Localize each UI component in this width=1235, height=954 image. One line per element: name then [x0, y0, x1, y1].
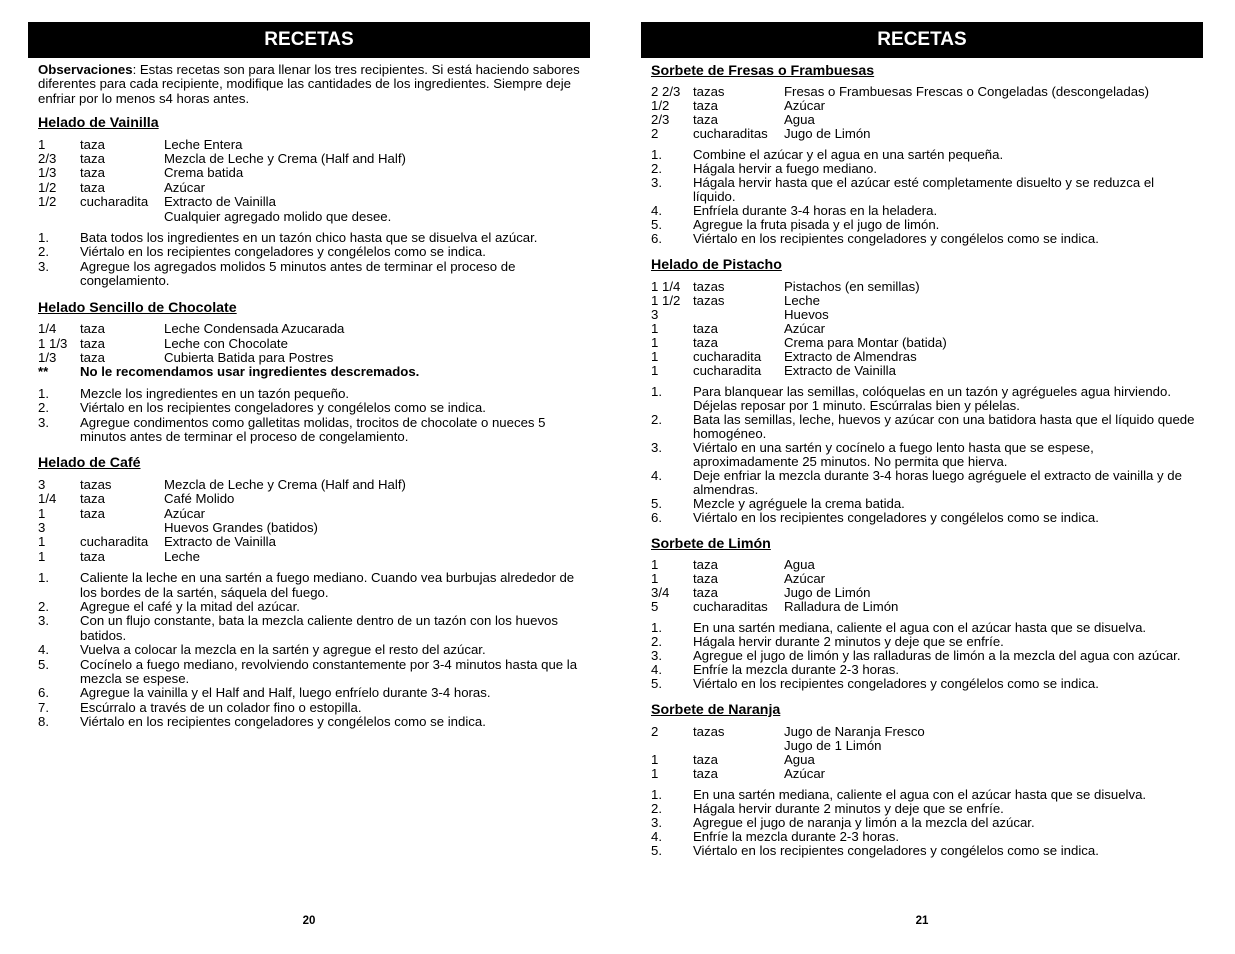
step-item [38, 614, 586, 643]
ingredient-quantity: 1 [651, 557, 659, 573]
ingredient-row [38, 210, 586, 224]
ingredient-row [651, 308, 1199, 322]
ingredient-row [651, 753, 1199, 767]
ingredient-name: Azúcar [164, 179, 206, 195]
ingredient-quantity: 1 [38, 548, 46, 564]
step-item [651, 469, 1199, 497]
step-item [38, 715, 586, 729]
ingredient-quantity: 1/2 [651, 98, 670, 114]
ingredient-name: Fresas o Frambuesas Frescas o Congeladas (descongeladas) [784, 84, 1150, 100]
step-list [651, 385, 1199, 525]
step-number: 1. [38, 385, 49, 401]
recipe-title: Helado de Pistacho [651, 257, 782, 274]
right-recipes [651, 64, 1199, 858]
ingredient-row [651, 586, 1199, 600]
ingredient-quantity: 3 [38, 476, 46, 492]
ingredient-list [651, 280, 1199, 378]
ingredient-name: Extracto de Almendras [784, 348, 917, 364]
ingredient-name: Café Molido [164, 491, 235, 507]
ingredient-name: Leche con Chocolate [164, 335, 288, 351]
step-item [651, 385, 1199, 413]
ingredient-unit [80, 210, 164, 224]
ingredient-quantity: 1 1/4 [651, 278, 681, 294]
step-item [651, 816, 1199, 830]
step-item [651, 176, 1199, 204]
step-text: En una sartén mediana, caliente el agua con el azúcar hasta que se disuelva. [693, 786, 1147, 802]
ingredient-quantity: 1/4 [38, 321, 57, 337]
step-number: 4. [651, 828, 662, 844]
step-text: Con un flujo constante, bata la mezcla caliente dentro de un tazón con los huevos batidos. [80, 613, 558, 643]
step-text: Bata las semillas, leche, huevos y azúcar con una batidora hasta que el líquido quede homogéneo. [693, 411, 1195, 441]
ingredient-unit: taza [80, 335, 105, 351]
step-text: Escúrralo a través de un colador fino o estopilla. [80, 699, 362, 715]
step-number: 4. [651, 467, 662, 483]
step-text: Viértalo en los recipientes congeladores y congélelos como se indica. [693, 842, 1099, 858]
page-number: 20 [302, 915, 316, 927]
ingredient-unit: taza [693, 98, 718, 114]
ingredient-quantity: 1 [651, 362, 659, 378]
ingredient-row [38, 535, 586, 549]
step-item [38, 571, 586, 600]
step-item [38, 686, 586, 700]
step-item [38, 416, 586, 445]
recipe-title: Helado de Café [38, 455, 141, 472]
recipe-title: Helado Sencillo de Chocolate [38, 299, 237, 316]
ingredient-unit: taza [80, 321, 105, 337]
ingredient-row [651, 99, 1199, 113]
step-number: 1. [38, 230, 49, 246]
recipe-section [38, 301, 586, 445]
ingredient-row [651, 113, 1199, 127]
ingredient-quantity: 1 [651, 765, 659, 781]
step-text: Hágala hervir a fuego mediano. [693, 161, 878, 177]
step-item [651, 844, 1199, 858]
ingredient-name: Mezcla de Leche y Crema (Half and Half) [164, 476, 406, 492]
ingredient-quantity: 1 [38, 136, 46, 152]
step-item [651, 148, 1199, 162]
step-item [651, 441, 1199, 469]
ingredient-row [38, 521, 586, 535]
ingredient-name: Huevos Grandes (batidos) [164, 519, 318, 535]
step-text: Enfríe la mezcla durante 2-3 horas. [693, 662, 899, 678]
ingredient-row [38, 492, 586, 506]
step-number: 3. [651, 175, 662, 191]
step-item [651, 204, 1199, 218]
recipe-title: Sorbete de Naranja [651, 702, 781, 719]
ingredient-row [651, 558, 1199, 572]
step-text: Vuelva a colocar la mezcla en la sartén y agregue el resto del azúcar. [80, 642, 486, 658]
ingredient-row [38, 478, 586, 492]
step-number: 3. [38, 414, 49, 430]
ingredient-unit [693, 739, 784, 753]
page-number: 21 [915, 915, 929, 927]
step-item [38, 387, 586, 401]
ingredient-note [38, 365, 586, 379]
ingredient-unit: taza [693, 334, 718, 350]
ingredient-name: Cubierta Batida para Postres [164, 349, 334, 365]
step-text: Agregue la vainilla y el Half and Half, luego enfríelo durante 3-4 horas. [80, 685, 491, 701]
ingredient-row [651, 280, 1199, 294]
step-number: 4. [651, 203, 662, 219]
step-text: Agregue los agregados molidos 5 minutos antes de terminar el proceso de congelamiento. [80, 258, 516, 289]
step-item [38, 245, 586, 259]
ingredient-unit: tazas [693, 292, 725, 308]
page-header: RECETAS [641, 22, 1203, 58]
step-item [651, 663, 1199, 677]
step-number: 4. [651, 662, 662, 678]
ingredient-row [38, 322, 586, 336]
ingredient-row [38, 152, 586, 166]
recipe-title: Helado de Vainilla [38, 115, 159, 132]
ingredient-quantity: 1 1/2 [651, 292, 681, 308]
recipe-section [38, 116, 586, 288]
recipe-section [38, 456, 586, 729]
step-item [651, 830, 1199, 844]
step-text: Para blanquear las semillas, colóquelas en un tazón y agrégueles agua hirviendo. Déjelas reposar por 1 minuto. Escúrralas bien y pélelas. [693, 383, 1171, 413]
step-text: Bata todos los ingredientes en un tazón chico hasta que se disuelva el azúcar. [80, 230, 538, 246]
step-number: 2. [651, 161, 662, 177]
step-item [38, 260, 586, 289]
ingredient-row [651, 127, 1199, 141]
step-number: 6. [651, 509, 662, 525]
page-header: RECETAS [28, 22, 590, 58]
step-text: Caliente la leche en una sartén a fuego mediano. Cuando vea burbujas alrededor de los bordes de la sartén, sáquela del fuego. [80, 570, 575, 600]
step-number: 1. [651, 620, 662, 636]
ingredient-quantity: 1 [651, 334, 659, 350]
ingredient-row [651, 294, 1199, 308]
step-list [38, 231, 586, 289]
step-item [651, 788, 1199, 802]
ingredient-row [651, 572, 1199, 586]
recipe-title: Sorbete de Limón [651, 535, 771, 552]
step-text: Viértalo en los recipientes congeladores y congélelos como se indica. [80, 714, 486, 730]
step-number: 5. [38, 656, 49, 672]
step-list [38, 387, 586, 445]
ingredient-row [651, 600, 1199, 614]
step-item [38, 231, 586, 245]
step-number: 3. [38, 258, 49, 274]
step-item [651, 621, 1199, 635]
ingredient-row [38, 337, 586, 351]
ingredient-quantity: 5 [651, 599, 659, 615]
ingredient-quantity: 1/3 [38, 349, 57, 365]
ingredient-row [651, 725, 1199, 739]
step-number: 5. [651, 217, 662, 233]
ingredient-name: Jugo de Naranja Fresco [784, 723, 925, 739]
ingredient-list [38, 138, 586, 224]
ingredient-unit: taza [693, 765, 718, 781]
ingredient-name: Jugo de 1 Limón [784, 737, 882, 753]
step-number: 6. [38, 685, 49, 701]
ingredient-quantity: 3 [651, 306, 659, 322]
ingredient-quantity: 1 [651, 320, 659, 336]
ingredient-row [38, 181, 586, 195]
step-number: 2. [38, 400, 49, 416]
ingredient-quantity: 1/2 [38, 194, 57, 210]
ingredient-unit: taza [693, 585, 718, 601]
ingredient-unit: taza [693, 112, 718, 128]
ingredient-name: Jugo de Limón [784, 126, 871, 142]
ingredient-quantity: 2/3 [651, 112, 670, 128]
ingredient-unit: cucharadita [80, 534, 149, 550]
step-item [651, 649, 1199, 663]
ingredient-quantity: 1/3 [38, 165, 57, 181]
ingredient-name: Ralladura de Limón [784, 599, 899, 615]
ingredient-list [651, 725, 1199, 781]
step-text: Agregue el café y la mitad del azúcar. [80, 599, 300, 614]
ingredient-unit [80, 521, 164, 535]
step-item [651, 511, 1199, 525]
step-list [651, 148, 1199, 246]
ingredient-name: Crema para Montar (batida) [784, 334, 947, 350]
ingredient-unit: taza [693, 320, 718, 336]
ingredient-name: Extracto de Vainilla [164, 194, 276, 210]
ingredient-row [651, 85, 1199, 99]
step-number: 1. [38, 570, 49, 586]
ingredient-quantity: 1/2 [38, 179, 57, 195]
ingredient-unit [693, 308, 784, 322]
ingredient-unit: cucharadita [80, 194, 149, 210]
ingredient-unit: tazas [693, 278, 725, 294]
step-number: 5. [651, 676, 662, 692]
step-text: Enfríela durante 3-4 horas en la heladera. [693, 203, 938, 219]
ingredient-name: Cualquier agregado molido que desee. [164, 208, 392, 224]
step-number: 2. [38, 599, 49, 614]
ingredient-name: Azúcar [784, 320, 826, 336]
step-number: 1. [651, 786, 662, 802]
ingredient-name: Mezcla de Leche y Crema (Half and Half) [164, 151, 406, 167]
step-item [38, 658, 586, 687]
recipe-title: Sorbete de Fresas o Frambuesas [651, 63, 875, 79]
step-number: 8. [38, 714, 49, 730]
ingredient-name: Extracto de Vainilla [164, 534, 276, 550]
step-text: Combine el azúcar y el agua en una sartén pequeña. [693, 147, 1004, 163]
ingredient-quantity [651, 739, 693, 753]
ingredient-quantity: 2/3 [38, 151, 57, 167]
step-item [651, 218, 1199, 232]
ingredient-list [38, 322, 586, 380]
ingredient-unit: taza [80, 548, 105, 564]
ingredient-unit: cucharaditas [693, 599, 768, 615]
step-item [651, 802, 1199, 816]
step-number: 2. [651, 411, 662, 427]
observations-text: : Estas recetas son para llenar los tres recipientes. Si está haciendo sabores diferentes para cada recipiente, modifique las cantidades de los ingredientes. Siempre deje enfriar por lo menos s4 horas antes. [38, 62, 580, 106]
step-list [651, 621, 1199, 691]
ingredient-unit: taza [80, 136, 105, 152]
step-item [651, 413, 1199, 441]
ingredient-quantity: 1 [38, 534, 46, 550]
ingredient-quantity: 3/4 [651, 585, 670, 601]
ingredient-row [38, 138, 586, 152]
ingredient-unit: cucharaditas [693, 126, 768, 142]
step-text: Viértalo en los recipientes congeladores y congélelos como se indica. [80, 244, 486, 260]
step-item [38, 401, 586, 415]
ingredient-quantity [38, 210, 80, 224]
step-number: 3. [651, 814, 662, 830]
step-text: Viértalo en los recipientes congeladores y congélelos como se indica. [80, 400, 486, 416]
step-text: Viértalo en los recipientes congeladores y congélelos como se indica. [693, 509, 1099, 525]
step-text: Agregue el jugo de limón y las ralladuras de limón a la mezcla del agua con azúcar. [693, 648, 1181, 664]
ingredient-unit: cucharadita [693, 348, 762, 364]
step-text: Viértalo en los recipientes congeladores y congélelos como se indica. [693, 676, 1099, 692]
step-number: 3. [651, 648, 662, 664]
ingredient-row [651, 739, 1199, 753]
ingredient-quantity: 1/4 [38, 491, 57, 507]
ingredient-name: Jugo de Limón [784, 585, 871, 601]
ingredient-name: Azúcar [784, 571, 826, 587]
ingredient-unit: taza [693, 557, 718, 573]
step-text: Agregue condimentos como galletitas molidas, trocitos de chocolate o nueces 5 minutos antes de terminar el proceso de congelamiento. [80, 414, 546, 444]
ingredient-unit: taza [80, 165, 105, 181]
recipe-section [651, 537, 1199, 691]
step-text: Viértalo en una sartén y cocínelo a fuego lento hasta que se espese, aproximadamente 25 minutos. No permita que hierva. [693, 439, 1094, 469]
ingredient-name: Agua [784, 557, 815, 573]
ingredient-row [651, 350, 1199, 364]
note-text: No le recomendamos usar ingredientes descremados. [80, 364, 420, 380]
step-item [38, 600, 586, 614]
step-number: 6. [651, 231, 662, 247]
step-number: 2. [38, 244, 49, 260]
right-content [651, 62, 1199, 858]
ingredient-name: Azúcar [784, 98, 826, 114]
step-text: Deje enfriar la mezcla durante 3-4 horas luego agréguele el extracto de vainilla y de almendras. [693, 467, 1182, 497]
ingredient-name: Crema batida [164, 165, 244, 181]
ingredient-name: Azúcar [164, 505, 206, 521]
step-list [38, 571, 586, 729]
ingredient-name: Pistachos (en semillas) [784, 278, 920, 294]
step-number: 2. [651, 800, 662, 816]
step-number: 3. [651, 439, 662, 455]
ingredient-row [651, 364, 1199, 378]
step-text: Hágala hervir hasta que el azúcar esté completamente disuelto y se reduzca el líquido. [693, 175, 1155, 205]
ingredient-name: Leche [784, 292, 820, 308]
ingredient-name: Leche [164, 548, 200, 564]
step-number: 5. [651, 495, 662, 511]
ingredient-row [651, 767, 1199, 781]
ingredient-quantity: 1 [651, 571, 659, 587]
ingredient-quantity: 2 [651, 126, 659, 142]
step-text: Mezcle los ingredientes en un tazón pequeño. [80, 385, 350, 401]
ingredient-name: Azúcar [784, 765, 826, 781]
ingredient-unit: taza [80, 179, 105, 195]
recipe-section [651, 258, 1199, 524]
ingredient-quantity: 1 [651, 348, 659, 364]
left-content [38, 63, 586, 730]
ingredient-unit: taza [80, 505, 105, 521]
ingredient-quantity: 1 1/3 [38, 335, 68, 351]
note-marker: ** [38, 364, 49, 380]
step-item [38, 643, 586, 657]
step-item [38, 701, 586, 715]
step-text: Mezcle y agréguele la crema batida. [693, 495, 905, 511]
ingredient-row [651, 322, 1199, 336]
right-page [641, 0, 1203, 954]
ingredient-row [38, 351, 586, 365]
ingredient-unit: tazas [80, 476, 112, 492]
step-text: Agregue el jugo de naranja y limón a la mezcla del azúcar. [693, 814, 1035, 830]
ingredient-list [651, 558, 1199, 614]
step-number: 4. [38, 642, 49, 658]
step-number: 2. [651, 634, 662, 650]
ingredient-quantity: 1 [38, 505, 46, 521]
step-text: Cocínelo a fuego mediano, revolviendo constantemente por 3-4 minutos hasta que la mezcla se espese. [80, 656, 578, 687]
ingredient-name: Huevos [784, 306, 829, 322]
ingredient-quantity: 3 [38, 519, 46, 535]
step-number: 7. [38, 699, 49, 715]
step-item [651, 232, 1199, 246]
left-recipes [38, 116, 586, 729]
step-list [651, 788, 1199, 858]
step-text: Viértalo en los recipientes congeladores y congélelos como se indica. [693, 231, 1099, 247]
step-item [651, 497, 1199, 511]
ingredient-row [38, 166, 586, 180]
ingredient-row [38, 550, 586, 564]
step-text: Hágala hervir durante 2 minutos y deje que se enfríe. [693, 634, 1004, 650]
step-text: Hágala hervir durante 2 minutos y deje que se enfríe. [693, 800, 1004, 816]
ingredient-quantity: 1 [651, 751, 659, 767]
recipe-section [651, 703, 1199, 857]
step-text: Agregue la fruta pisada y el jugo de limón. [693, 217, 940, 233]
ingredient-name: Agua [784, 112, 815, 128]
ingredient-row [38, 507, 586, 521]
step-item [651, 162, 1199, 176]
ingredient-row [651, 336, 1199, 350]
step-text: Enfríe la mezcla durante 2-3 horas. [693, 828, 899, 844]
ingredient-name: Agua [784, 751, 815, 767]
left-page [28, 0, 590, 954]
step-text: En una sartén mediana, caliente el agua con el azúcar hasta que se disuelva. [693, 620, 1147, 636]
step-number: 3. [38, 613, 49, 629]
ingredient-quantity: 2 [651, 723, 659, 739]
ingredient-list [38, 478, 586, 564]
ingredient-unit: taza [80, 349, 105, 365]
ingredient-unit: taza [693, 571, 718, 587]
step-item [651, 677, 1199, 691]
ingredient-quantity: 2 2/3 [651, 84, 681, 100]
observations-label: Observaciones [38, 62, 133, 77]
ingredient-name: Leche Condensada Azucarada [164, 321, 345, 337]
step-number: 5. [651, 842, 662, 858]
ingredient-row [38, 195, 586, 209]
ingredient-unit: taza [693, 751, 718, 767]
ingredient-unit: taza [80, 151, 105, 167]
ingredient-name: Leche Entera [164, 136, 243, 152]
ingredient-unit: cucharadita [693, 362, 762, 378]
step-number: 1. [651, 383, 662, 399]
ingredient-unit: taza [80, 491, 105, 507]
step-item [651, 635, 1199, 649]
ingredient-unit: tazas [693, 723, 725, 739]
observations-paragraph [38, 63, 586, 106]
recipe-section [651, 64, 1199, 246]
ingredient-name: Extracto de Vainilla [784, 362, 896, 378]
step-number: 1. [651, 147, 662, 163]
ingredient-list [651, 85, 1199, 141]
ingredient-unit: tazas [693, 84, 725, 100]
